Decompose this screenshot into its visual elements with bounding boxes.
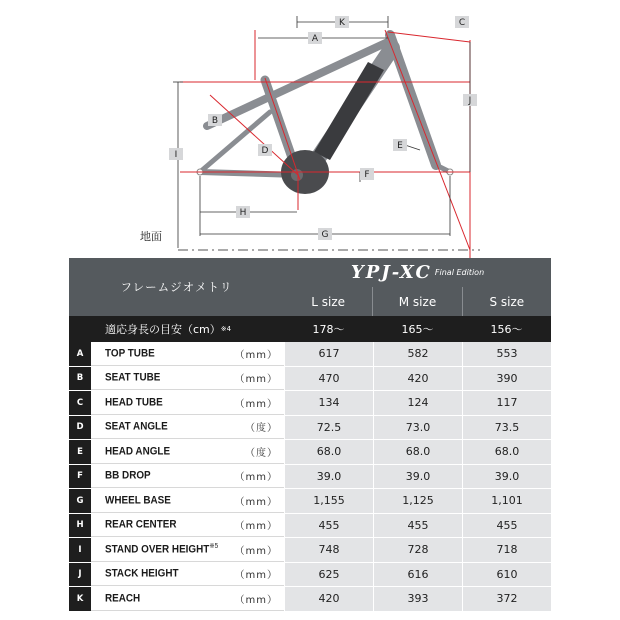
label-C bbox=[455, 16, 469, 28]
row-letter: G bbox=[69, 489, 91, 513]
label-I bbox=[169, 148, 183, 160]
rider-height-values bbox=[284, 316, 551, 342]
row-name bbox=[105, 371, 160, 384]
row-name bbox=[105, 420, 168, 433]
label-D bbox=[258, 144, 272, 156]
row-unit: （mm） bbox=[234, 374, 278, 386]
value-l: 39.0 bbox=[284, 465, 373, 489]
label-E-text: E bbox=[397, 141, 403, 151]
row-values bbox=[284, 416, 551, 440]
row-values bbox=[284, 367, 551, 391]
row-name bbox=[105, 542, 218, 556]
row-values bbox=[284, 514, 551, 538]
row-name-cell bbox=[91, 440, 284, 464]
row-letter: E bbox=[69, 440, 91, 464]
row-values bbox=[284, 465, 551, 489]
row-note: ※5 bbox=[209, 543, 219, 551]
label-J-text: J bbox=[468, 96, 472, 106]
row-name-text: SEAT ANGLE bbox=[105, 421, 168, 434]
label-I-text: I bbox=[174, 150, 178, 160]
value-s: 1,101 bbox=[462, 489, 551, 513]
table-row bbox=[69, 538, 551, 563]
row-name-text: REAR CENTER bbox=[105, 519, 177, 532]
value-s: 73.5 bbox=[462, 416, 551, 440]
row-name bbox=[105, 567, 179, 580]
label-J bbox=[463, 94, 477, 106]
row-name-cell bbox=[91, 489, 284, 513]
value-m: 616 bbox=[373, 563, 462, 587]
table-row bbox=[69, 514, 551, 539]
value-l: 455 bbox=[284, 514, 373, 538]
row-name-text: WHEEL BASE bbox=[105, 494, 171, 507]
value-s: 372 bbox=[462, 587, 551, 611]
label-H-text: H bbox=[239, 208, 247, 218]
row-unit: （mm） bbox=[234, 398, 278, 410]
frame-geometry-diagram bbox=[0, 0, 620, 260]
row-values bbox=[284, 391, 551, 415]
value-l: 625 bbox=[284, 563, 373, 587]
label-A bbox=[308, 32, 322, 44]
row-unit: （度） bbox=[245, 423, 278, 435]
row-letter: H bbox=[69, 514, 91, 538]
battery bbox=[314, 62, 384, 160]
rider-height-label bbox=[69, 316, 284, 342]
table-row bbox=[69, 440, 551, 465]
model-title bbox=[284, 258, 551, 287]
rider-height-text: 適応身長の目安（cm） bbox=[105, 323, 221, 336]
value-l: 470 bbox=[284, 367, 373, 391]
size-s: S size bbox=[462, 287, 551, 316]
table-header bbox=[69, 258, 551, 316]
value-s: 455 bbox=[462, 514, 551, 538]
value-m: 455 bbox=[373, 514, 462, 538]
row-name-text: SEAT TUBE bbox=[105, 372, 161, 385]
value-m: 124 bbox=[373, 391, 462, 415]
row-name-cell bbox=[91, 342, 284, 366]
value-s: 39.0 bbox=[462, 465, 551, 489]
row-values bbox=[284, 563, 551, 587]
ground-label: 地面 bbox=[140, 230, 162, 243]
row-name-cell bbox=[91, 465, 284, 489]
row-name-cell bbox=[91, 416, 284, 440]
row-name-text: STAND OVER HEIGHT bbox=[105, 544, 210, 557]
row-name-text: BB DROP bbox=[105, 470, 151, 483]
row-name-text: TOP TUBE bbox=[105, 347, 155, 360]
row-name-cell bbox=[91, 563, 284, 587]
size-m: M size bbox=[372, 287, 461, 316]
height-l: 178〜 bbox=[312, 323, 345, 336]
value-l: 420 bbox=[284, 587, 373, 611]
row-letter: A bbox=[69, 342, 91, 366]
row-unit: （mm） bbox=[234, 594, 278, 606]
row-values bbox=[284, 587, 551, 611]
row-values bbox=[284, 489, 551, 513]
value-m: 728 bbox=[373, 538, 462, 562]
row-name-cell bbox=[91, 538, 284, 562]
row-unit: （mm） bbox=[234, 521, 278, 533]
row-letter: I bbox=[69, 538, 91, 562]
value-m: 420 bbox=[373, 367, 462, 391]
table-body bbox=[69, 342, 551, 612]
value-m: 73.0 bbox=[373, 416, 462, 440]
value-l: 68.0 bbox=[284, 440, 373, 464]
size-headers bbox=[284, 287, 551, 316]
row-unit: （mm） bbox=[234, 472, 278, 484]
row-letter: B bbox=[69, 367, 91, 391]
row-values bbox=[284, 538, 551, 562]
row-letter: F bbox=[69, 465, 91, 489]
row-unit: （mm） bbox=[234, 496, 278, 508]
row-name-text: STACK HEIGHT bbox=[105, 568, 179, 581]
value-l: 1,155 bbox=[284, 489, 373, 513]
table-row bbox=[69, 465, 551, 490]
model-suffix: Final Edition bbox=[434, 268, 485, 277]
size-l: L size bbox=[311, 294, 346, 309]
row-letter: J bbox=[69, 563, 91, 587]
row-name-cell bbox=[91, 587, 284, 611]
model-name: YPJ-XC bbox=[350, 262, 432, 283]
row-unit: （度） bbox=[245, 447, 278, 459]
value-s: 68.0 bbox=[462, 440, 551, 464]
row-name bbox=[105, 445, 170, 458]
table-row bbox=[69, 489, 551, 514]
row-name bbox=[105, 518, 177, 531]
label-K-text: K bbox=[339, 18, 345, 28]
value-l: 134 bbox=[284, 391, 373, 415]
label-F bbox=[360, 168, 374, 180]
row-letter: C bbox=[69, 391, 91, 415]
label-H bbox=[236, 206, 250, 218]
value-m: 582 bbox=[373, 342, 462, 366]
row-unit: （mm） bbox=[234, 545, 278, 557]
row-name-cell bbox=[91, 514, 284, 538]
value-s: 390 bbox=[462, 367, 551, 391]
value-m: 393 bbox=[373, 587, 462, 611]
height-s: 156〜 bbox=[490, 323, 523, 336]
value-s: 718 bbox=[462, 538, 551, 562]
row-name bbox=[105, 494, 171, 507]
row-name-text: REACH bbox=[105, 592, 141, 605]
label-K bbox=[335, 16, 349, 28]
table-row bbox=[69, 391, 551, 416]
table-row bbox=[69, 587, 551, 612]
value-l: 748 bbox=[284, 538, 373, 562]
value-s: 553 bbox=[462, 342, 551, 366]
row-letter: D bbox=[69, 416, 91, 440]
row-values bbox=[284, 440, 551, 464]
row-name bbox=[105, 347, 155, 360]
table-row bbox=[69, 416, 551, 441]
row-name-cell bbox=[91, 391, 284, 415]
row-name-cell bbox=[91, 367, 284, 391]
table-row bbox=[69, 342, 551, 367]
label-G-text: G bbox=[321, 230, 329, 240]
value-m: 1,125 bbox=[373, 489, 462, 513]
rider-height-row bbox=[69, 316, 551, 342]
model-header bbox=[284, 258, 551, 316]
label-E bbox=[393, 139, 407, 151]
row-name bbox=[105, 469, 151, 482]
label-B-text: B bbox=[211, 116, 219, 126]
table-row bbox=[69, 563, 551, 588]
row-unit: （mm） bbox=[234, 349, 278, 361]
row-name-text: HEAD ANGLE bbox=[105, 445, 171, 458]
row-letter: K bbox=[69, 587, 91, 611]
value-m: 68.0 bbox=[373, 440, 462, 464]
height-m: 165〜 bbox=[401, 323, 434, 336]
geometry-table bbox=[69, 258, 551, 612]
label-G bbox=[318, 228, 332, 240]
label-D-text: D bbox=[261, 146, 269, 156]
row-unit: （mm） bbox=[234, 570, 278, 582]
value-l: 72.5 bbox=[284, 416, 373, 440]
table-row bbox=[69, 367, 551, 392]
label-A-text: A bbox=[311, 34, 319, 44]
value-s: 610 bbox=[462, 563, 551, 587]
value-m: 39.0 bbox=[373, 465, 462, 489]
row-values bbox=[284, 342, 551, 366]
value-s: 117 bbox=[462, 391, 551, 415]
frame-geometry-heading: フレームジオメトリ bbox=[69, 258, 284, 316]
row-name bbox=[105, 396, 163, 409]
label-B bbox=[208, 114, 222, 126]
value-l: 617 bbox=[284, 342, 373, 366]
label-F-text: F bbox=[364, 170, 370, 180]
rider-height-note: ※4 bbox=[220, 325, 232, 333]
row-name-text: HEAD TUBE bbox=[105, 396, 163, 409]
label-C-text: C bbox=[458, 18, 466, 28]
row-name bbox=[105, 592, 140, 605]
